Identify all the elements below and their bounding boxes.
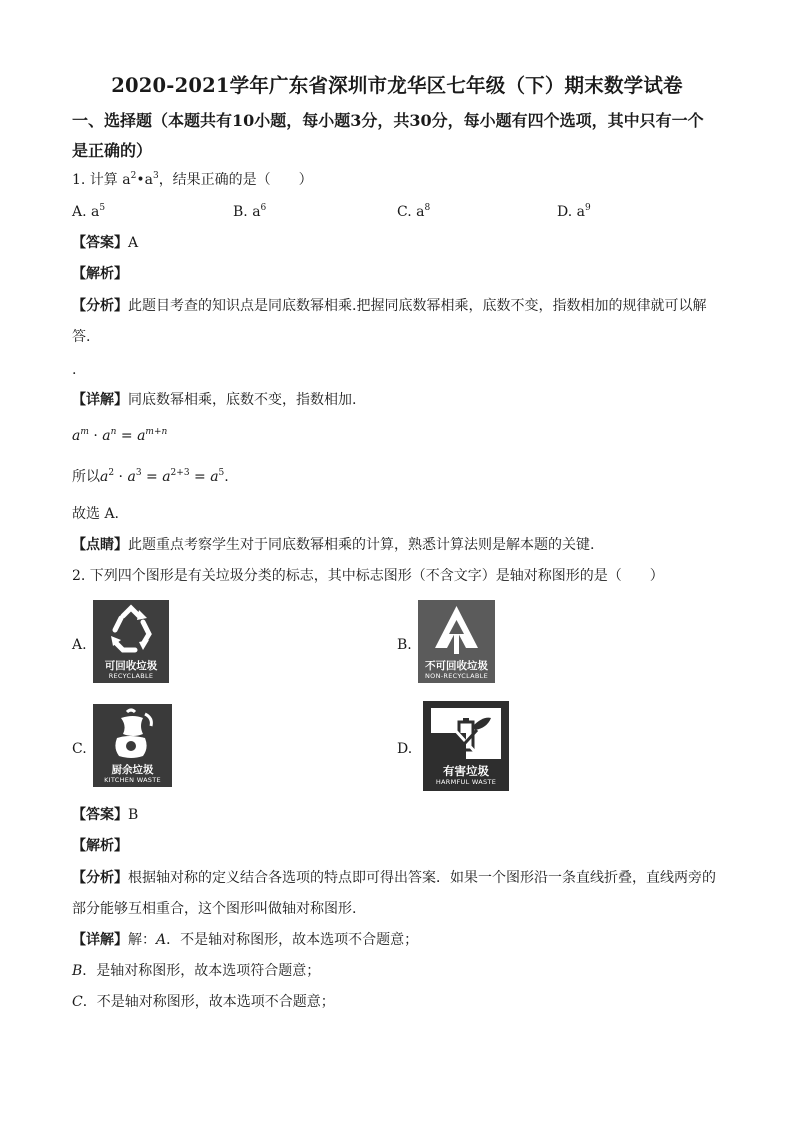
apple-core-icon xyxy=(93,704,172,764)
q2-option-c-letter: C. xyxy=(72,741,87,757)
recyclable-cn-label: 可回收垃圾 xyxy=(104,660,158,672)
q1-dot: . xyxy=(72,362,77,378)
q1-xiangjie: 【详解】同底数幂相乘，底数不变，指数相加. xyxy=(72,392,357,408)
recyclable-en-label: RECYCLABLE xyxy=(108,672,154,680)
harmful-waste-cn-label: 有害垃圾 xyxy=(443,764,489,778)
q1-so-line: 所以$a^2 \cdot a^3 = a^{2+3} = a^5$. xyxy=(72,468,229,485)
non-recyclable-cn-label: 不可回收垃圾 xyxy=(425,660,488,672)
non-recyclable-en-label: NON-RECYCLABLE xyxy=(425,672,488,680)
q1-fenxi-line2: 答. xyxy=(72,329,91,345)
recycle-icon xyxy=(93,600,169,660)
q1-stem xyxy=(72,170,313,190)
q1-fenxi-line1: 【分析】此题目考查的知识点是同底数幂相乘.把握同底数幂相乘，底数不变，指数相加的规律就可以解 xyxy=(72,298,707,314)
q1-stem-mid: •a xyxy=(136,172,153,188)
q1-rule-formula: $a^m \cdot a^n = a^{m+n}$ xyxy=(72,427,168,444)
non-recyclable-sign xyxy=(418,600,495,683)
q2-option-b-letter: B. xyxy=(397,637,412,653)
q2-analysis-label: 【解析】 xyxy=(72,838,128,854)
kitchen-waste-sign xyxy=(93,704,172,787)
q1-option-b: B. $a^6$ xyxy=(233,203,267,220)
q2-xiangjie-line-a: 【详解】解：A．不是轴对称图形，故本选项不合题意； xyxy=(72,932,419,948)
q1-choose: 故选 A. xyxy=(72,506,120,522)
kitchen-waste-en-label: KITCHEN WASTE xyxy=(104,776,161,784)
q2-stem: 2. 下列四个图形是有关垃圾分类的标志，其中标志图形（不含文字）是轴对称图形的是（ ） xyxy=(72,568,664,584)
harmful-waste-sign xyxy=(423,701,509,791)
battery-icon xyxy=(431,708,501,759)
page-title: 2020-2021学年广东省深圳市龙华区七年级（下）期末数学试卷 xyxy=(111,74,683,97)
q2-option-a-letter: A. xyxy=(72,637,87,653)
q1-dianjing: 【点睛】此题重点考察学生对于同底数幂相乘的计算，熟悉计算法则是解本题的关键. xyxy=(72,537,595,553)
q2-fenxi-line1: 【分析】根据轴对称的定义结合各选项的特点即可得出答案．如果一个图形沿一条直线折叠，直线两旁的 xyxy=(72,870,716,886)
q1-option-d: D. $a^9$ xyxy=(557,203,591,220)
q1-analysis-label: 【解析】 xyxy=(72,266,128,282)
q2-option-d-letter: D. xyxy=(397,741,413,757)
q1-stem-exp2: 3 xyxy=(152,171,159,181)
q2-answer: 【答案】B xyxy=(72,807,139,823)
q1-option-c: C. $a^8$ xyxy=(397,203,431,220)
section-heading-line1: 一、选择题（本题共有10小题，每小题3分，共30分，每小题有四个选项，其中只有一个 xyxy=(72,111,704,130)
q1-answer: 【答案】A xyxy=(72,235,139,251)
section-heading-line2: 是正确的） xyxy=(72,141,153,160)
kitchen-waste-cn-label: 厨余垃圾 xyxy=(111,764,154,776)
harmful-waste-en-label: HARMFUL WASTE xyxy=(435,778,497,786)
non-recyclable-icon xyxy=(418,600,495,660)
q2-xiangjie-line-c: C．不是轴对称图形，故本选项不合题意； xyxy=(72,994,335,1010)
q2-xiangjie-line-b: B．是轴对称图形，故本选项符合题意； xyxy=(72,963,321,979)
q1-stem-pre: 1. 计算 a xyxy=(72,172,131,188)
q2-fenxi-line2: 部分能够互相重合，这个图形叫做轴对称图形. xyxy=(72,901,357,917)
recyclable-sign xyxy=(93,600,169,683)
q1-stem-post: ，结果正确的是（ ） xyxy=(158,172,313,188)
q1-option-a: A. $a^5$ xyxy=(72,203,106,220)
q1-stem-exp1: 2 xyxy=(130,171,137,181)
